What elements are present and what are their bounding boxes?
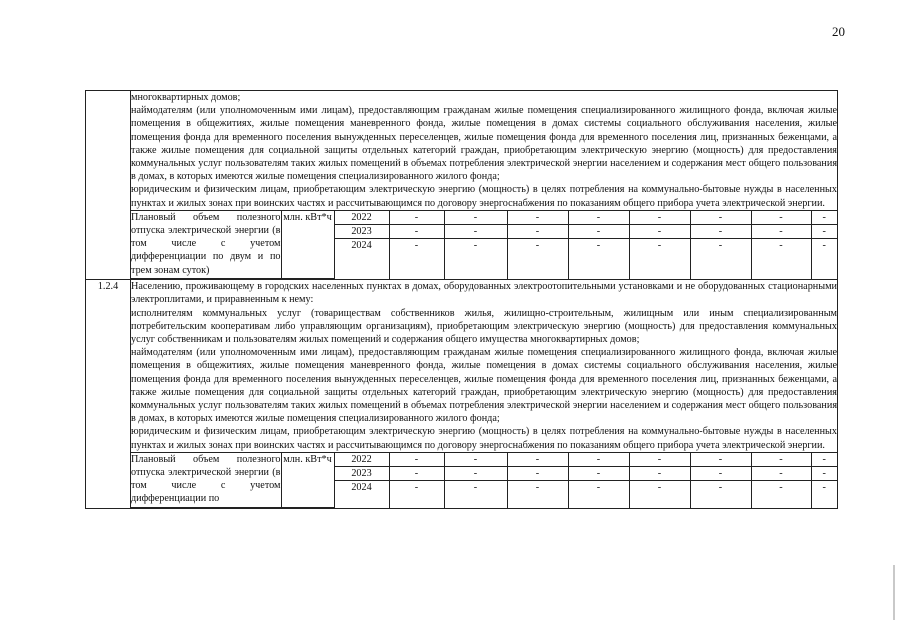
table-row	[86, 210, 838, 279]
table-row	[86, 280, 838, 453]
value-cell: -	[568, 239, 629, 279]
value-cell: -	[751, 453, 811, 467]
value-cell: -	[629, 453, 690, 467]
value-cell: -	[568, 211, 629, 225]
volume-row	[131, 453, 837, 467]
value-cell: -	[444, 225, 507, 239]
value-cell: -	[507, 453, 568, 467]
row-description	[131, 91, 838, 211]
volume-label: Плановый объем полезного отпуска электрической энергии (в том числе с учетом дифференциации по	[131, 453, 281, 508]
value-cell: -	[690, 453, 751, 467]
value-cell: -	[629, 239, 690, 279]
page-number: 20	[832, 24, 845, 39]
value-cell: -	[751, 225, 811, 239]
value-cell: -	[690, 225, 751, 239]
value-cell: -	[568, 481, 629, 508]
paragraph: Населению, проживающему в городских населенных пунктах в домах, оборудованных электроотопительными установками и не оборудованных стационарными электроплитами, и приравненным к нему:	[131, 281, 837, 306]
value-cell: -	[751, 467, 811, 481]
value-cell: -	[507, 225, 568, 239]
value-cell: -	[629, 467, 690, 481]
year-cell: 2023	[334, 225, 389, 239]
year-cell: 2023	[334, 467, 389, 481]
table-row	[86, 91, 838, 211]
value-cell: -	[389, 453, 444, 467]
paragraph: исполнителям коммунальных услуг (товариществам собственников жилья, жилищно-строительным, жилищным или иным специализированным потребительским кооперативам либо управляющим организациям), приобретающим электрическую энергию (мощность) для предоставления коммунальных услуг собственникам и пользователям жилых помещений и содержания общего имущества многоквартирных домов;	[131, 307, 837, 346]
value-cell: -	[690, 481, 751, 508]
value-cell: -	[690, 211, 751, 225]
unit-label: млн. кВт*ч	[281, 211, 334, 279]
value-cell: -	[444, 239, 507, 279]
volume-table	[131, 453, 837, 508]
row-description	[131, 280, 838, 453]
value-cell: -	[811, 467, 837, 481]
value-cell: -	[811, 481, 837, 508]
value-cell: -	[690, 467, 751, 481]
tariff-table	[85, 90, 838, 509]
unit-label: млн. кВт*ч	[281, 453, 334, 508]
value-cell: -	[568, 467, 629, 481]
volume-row	[131, 211, 837, 225]
value-cell: -	[568, 225, 629, 239]
value-cell: -	[811, 211, 837, 225]
value-cell: -	[444, 453, 507, 467]
value-cell: -	[507, 239, 568, 279]
value-cell: -	[389, 239, 444, 279]
value-cell: -	[629, 211, 690, 225]
value-cell: -	[568, 453, 629, 467]
volume-cell	[131, 452, 838, 508]
value-cell: -	[751, 481, 811, 508]
row-number: 1.2.4	[86, 280, 131, 509]
table-row	[86, 452, 838, 508]
value-cell: -	[507, 481, 568, 508]
year-cell: 2022	[334, 453, 389, 467]
value-cell: -	[389, 467, 444, 481]
value-cell: -	[507, 211, 568, 225]
paragraph: юридическим и физическим лицам, приобретающим электрическую энергию (мощность) в целях потребления на коммунально-бытовые нужды в населенных пунктах и жилых зонах при воинских частях и рассчитывающимся по договору энергоснабжения по показаниям общего прибора учета электрической энергии.	[131, 426, 837, 451]
year-cell: 2024	[334, 481, 389, 508]
volume-table	[131, 211, 837, 279]
value-cell: -	[444, 211, 507, 225]
value-cell: -	[751, 239, 811, 279]
value-cell: -	[811, 225, 837, 239]
value-cell: -	[751, 211, 811, 225]
value-cell: -	[444, 467, 507, 481]
year-cell: 2022	[334, 211, 389, 225]
volume-cell	[131, 210, 838, 279]
value-cell: -	[507, 467, 568, 481]
volume-label: Плановый объем полезного отпуска электрической энергии (в том числе с учетом дифференциации по двум и по трем зонам суток)	[131, 211, 281, 279]
value-cell: -	[389, 481, 444, 508]
scan-edge-mark	[893, 565, 895, 620]
paragraph: наймодателям (или уполномоченным ими лицам), предоставляющим гражданам жилые помещения специализированного жилищного фонда, включая жилые помещения в общежитиях, жилые помещения маневренного фонда, жилые помещения в домах системы социального обслуживания населения, жилые помещения фонда для временного поселения вынужденных переселенцев, жилые помещения фонда для временного поселения лиц, признанных беженцами, а также жилые помещения для социальной защиты отдельных категорий граждан, приобретающим электрическую энергию (мощность) для предоставления коммунальных услуг пользователям таких жилых помещений в объемах потребления электрической энергии населением и содержания мест общего пользования в домах, в которых имеются жилые помещения специализированного жилого фонда;	[131, 347, 837, 425]
paragraph: юридическим и физическим лицам, приобретающим электрическую энергию (мощность) в целях потребления на коммунально-бытовые нужды в населенных пунктах и жилых зонах при воинских частях и рассчитывающимся по договору энергоснабжения по показаниям общего прибора учета электрической энергии.	[131, 184, 837, 209]
value-cell: -	[444, 481, 507, 508]
value-cell: -	[629, 225, 690, 239]
row-number	[86, 91, 131, 280]
value-cell: -	[690, 239, 751, 279]
value-cell: -	[389, 225, 444, 239]
paragraph: наймодателям (или уполномоченным ими лицам), предоставляющим гражданам жилые помещения специализированного жилищного фонда, включая жилые помещения в общежитиях, жилые помещения маневренного фонда, жилые помещения в домах системы социального обслуживания населения, жилые помещения фонда для временного поселения вынужденных переселенцев, жилые помещения фонда для временного поселения лиц, признанных беженцами, а также жилые помещения для социальной защиты отдельных категорий граждан, приобретающим электрическую энергию (мощность) для предоставления коммунальных услуг пользователям таких жилых помещений в объемах потребления электрической энергии населением и содержания мест общего пользования в домах, в которых имеются жилые помещения специализированного жилого фонда;	[131, 105, 837, 183]
year-cell: 2024	[334, 239, 389, 279]
value-cell: -	[389, 211, 444, 225]
value-cell: -	[629, 481, 690, 508]
value-cell: -	[811, 239, 837, 279]
value-cell: -	[811, 453, 837, 467]
paragraph: многоквартирных домов;	[131, 92, 241, 103]
